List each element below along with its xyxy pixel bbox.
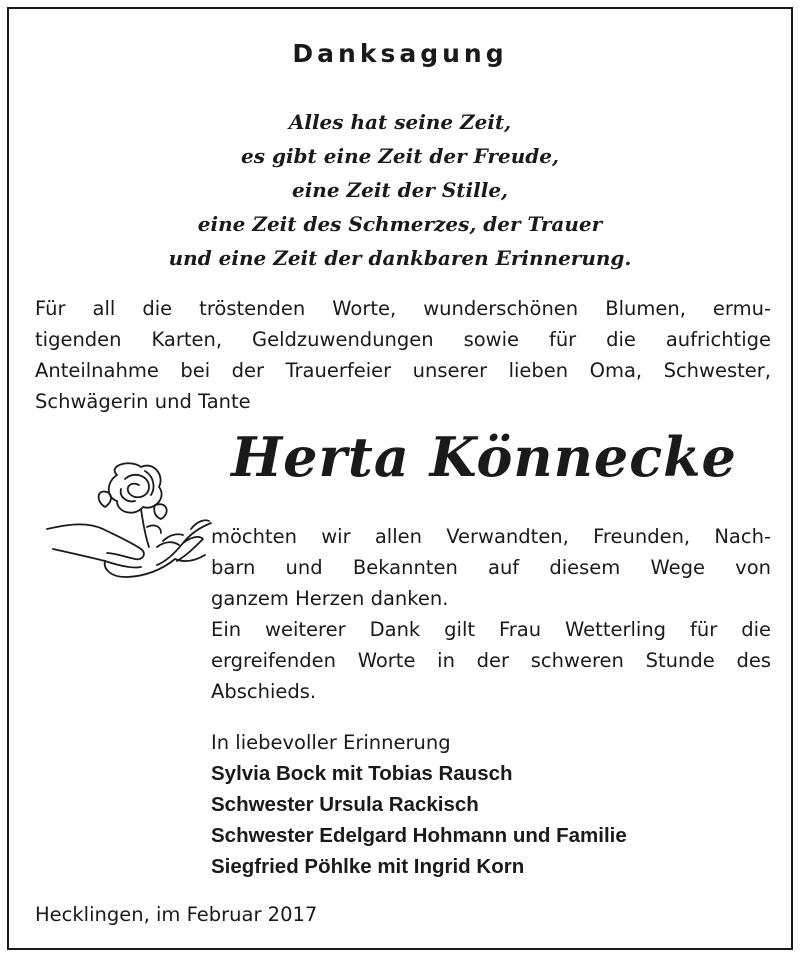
intro-line: Schwägerin und Tante [35,390,251,413]
thanks-paragraph [211,521,771,707]
thanks-line: Ein weiterer Dank gilt Frau Wetterling für die [211,618,771,641]
thanks-line: Abschieds. [211,680,317,703]
poem-line: eine Zeit der Stille, [291,178,509,202]
signer-name: Schwester Ursula Rackisch [211,793,479,816]
poem-line: es gibt eine Zeit der Freude, [241,144,559,168]
poem-line: Alles hat seine Zeit, [288,110,512,134]
poem [9,105,791,275]
hands-with-rose-icon [45,457,213,597]
intro-line: Anteilnahme bei der Trauerfeier unserer lieben Oma, Schwester, [35,359,771,382]
place-date: Hecklingen, im Februar 2017 [35,903,318,926]
signoff [211,727,771,882]
signer-name: Sylvia Bock mit Tobias Rausch [211,762,513,785]
thanks-line: ganzem Herzen danken. [211,587,449,610]
intro-line: Für all die tröstenden Worte, wunderschönen Blumen, ermu- [35,297,771,320]
obituary-card [7,7,793,950]
intro-paragraph [35,293,771,417]
deceased-name: Herta Könnecke [231,425,737,489]
poem-line: eine Zeit des Schmerzes, der Trauer [197,212,603,236]
signer-name: Siegfried Pöhlke mit Ingrid Korn [211,855,525,878]
thanks-line: barn und Bekannten auf diesem Wege von [211,556,771,579]
thanks-line: ergreifenden Worte in der schweren Stunde des [211,649,771,672]
signoff-intro: In liebevoller Erinnerung [211,731,451,754]
intro-line: tigenden Karten, Geldzuwendungen sowie für die aufrichtige [35,328,771,351]
signer-name: Schwester Edelgard Hohmann und Familie [211,824,627,847]
heading: Danksagung [292,39,508,68]
thanks-line: möchten wir allen Verwandten, Freunden, Nach- [211,525,771,548]
poem-line: und eine Zeit der dankbaren Erinnerung. [168,246,632,270]
